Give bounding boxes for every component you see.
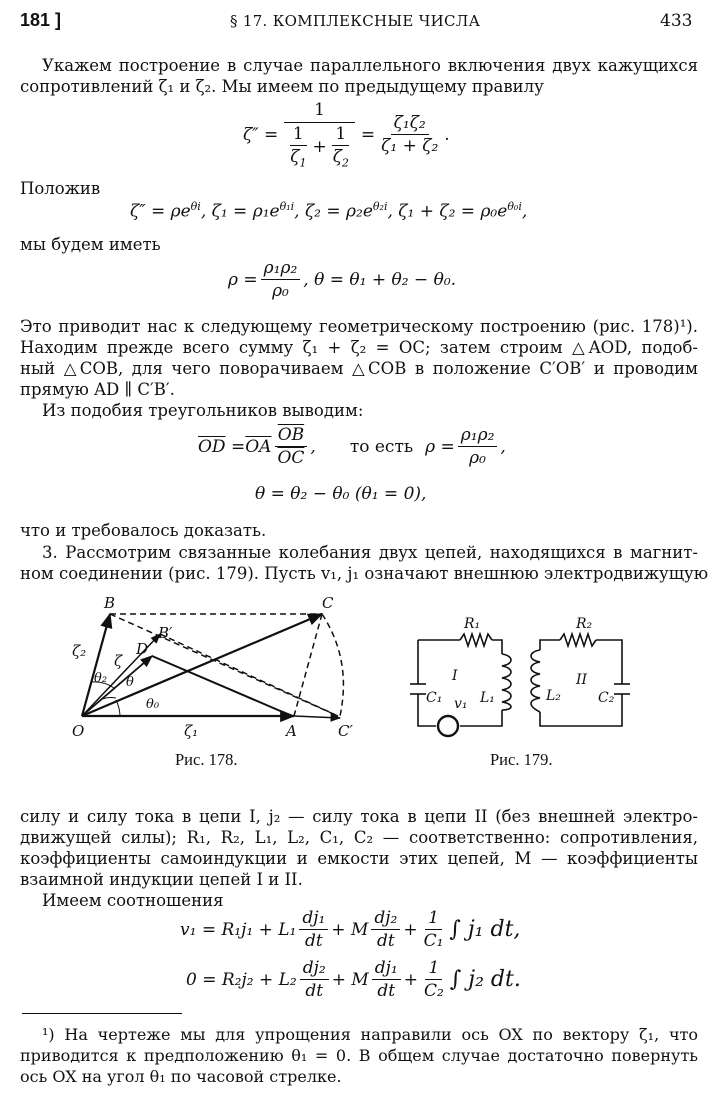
paragraph-line: Положив	[20, 179, 101, 198]
numerator: 1	[290, 124, 307, 146]
resistor-R2	[560, 634, 596, 646]
equals-sign: =	[360, 124, 376, 145]
equation-polar-forms: $\zeta'' = \rho e^{\theta i}$, $\zeta_1 = \rho_1e^{\theta_1i}$, $\zeta_2 = \rho_2e^{\theta_2i}$, $\zeta_1 + \zeta_2 = \rho_0e^{\theta_0i}$,	[130, 200, 528, 222]
product-fraction	[378, 113, 441, 156]
label-v1: v₁	[454, 696, 468, 712]
equation-zeta-double-prime	[243, 100, 450, 169]
numerator: 1	[425, 958, 442, 980]
paragraph-line: мы будем иметь	[20, 235, 161, 254]
inductor-L2	[531, 650, 540, 712]
label-C1: C₁	[426, 690, 443, 706]
equation-theta: θ = θ₂ − θ₀ (θ₁ = 0),	[255, 484, 427, 504]
denominator: ρ₀	[469, 448, 486, 468]
equation-circuit-I: v₁ = R₁j₁ + L₁ $\frac{\text{dj₁}}{dt}$ + M $\frac{\text{dj₂}}{dt}$ + $\frac{1}{\text{C₁}}$ ∫ j₁ dt,	[180, 908, 521, 951]
paragraph-line: прямую AD ∥ C′B′.	[20, 380, 175, 399]
label-C-prime: C′	[338, 722, 353, 740]
line-ad	[152, 656, 292, 716]
denominator: C₁	[423, 931, 444, 951]
numerator: dj₁	[372, 958, 401, 980]
footnote-line: приводится к предположению θ₁ = 0. В общем случае достаточно повернуть	[20, 1046, 698, 1065]
inductor-L1	[502, 654, 511, 710]
equation-circuit-II: 0 = R₂j₂ + L₂ $\frac{\text{dj₂}}{dt}$ + M $\frac{\text{dj₁}}{dt}$ + $\frac{1}{\text{C₂}}$ ∫ j₂ dt.	[186, 958, 521, 1001]
numerator: 1	[425, 908, 442, 930]
eq-lhs: ζ″ =	[243, 124, 279, 145]
paragraph-line: что и требовалось доказать.	[20, 521, 267, 540]
paragraph-line: движущей силы); R₁, R₂, L₁, L₂, C₁, C₂ — соответственно: сопротивления,	[20, 828, 698, 847]
paragraph-line: 3. Рассмотрим связанные колебания двух цепей, находящихся в магнит-	[42, 543, 698, 562]
label-theta: θ	[126, 675, 134, 690]
label-theta2: θ₂	[94, 671, 108, 686]
label-B: B	[104, 594, 116, 612]
numerator: ρ₁ρ₂	[458, 425, 498, 447]
denominator: ρ₀	[272, 281, 289, 301]
label-O: O	[72, 722, 85, 740]
period: .	[444, 124, 450, 145]
label-zeta2: ζ₂	[72, 642, 87, 660]
angle-arc-theta0	[116, 700, 120, 716]
line-oc-prime	[294, 716, 340, 718]
label-R2: R₂	[576, 616, 593, 632]
page-header-left: 181 ]	[20, 10, 62, 30]
plus-sign: +	[312, 136, 327, 157]
to-est-text: то есть	[349, 436, 414, 457]
paragraph-line: ном соединении (рис. 179). Пусть v₁, j₁ означают внешнюю электродвижущую	[20, 564, 709, 583]
denominator: ζ₁ + ζ₂	[381, 136, 439, 157]
resistor-R1	[460, 634, 492, 646]
circuit-I-wire	[418, 640, 502, 726]
paragraph-line: Из подобия треугольников выводим:	[42, 401, 364, 420]
numerator: dj₂	[371, 908, 400, 930]
label-I: I	[452, 668, 458, 684]
numerator: ζ₁ζ₂	[391, 113, 429, 135]
denominator	[281, 123, 358, 169]
numerator: ρ₁ρ₂	[261, 258, 301, 280]
paragraph-line: коэффициенты самоиндукции и емкости этих цепей, M — коэффициенты	[20, 849, 698, 868]
figure-178-diagram	[60, 590, 360, 750]
label-R1: R₁	[464, 616, 481, 632]
paragraph-line: Находим прежде всего сумму ζ₁ + ζ₂ = OC; затем строим △AOD, подоб-	[20, 338, 698, 357]
denominator: dt	[304, 931, 323, 951]
denominator: $\zeta_1$	[290, 147, 307, 170]
label-L2: L₂	[546, 688, 561, 704]
dashed-c-a	[294, 614, 322, 716]
footnote-divider	[22, 1013, 182, 1014]
label-theta0: θ₀	[146, 697, 160, 712]
label-II: II	[576, 672, 588, 688]
label-zeta1: ζ₁	[184, 722, 199, 740]
paragraph-line: Имеем соотношения	[42, 891, 224, 910]
label-C2: C₂	[598, 690, 615, 706]
denominator: dt	[305, 981, 324, 1001]
denominator: OC	[277, 448, 305, 468]
paragraph-line: сопротивлений ζ₁ и ζ₂. Мы имеем по предыдущему правилу	[20, 77, 544, 96]
equation-od-ratio: $\overline{OD}$ = $\overline{OA}$ $\frac{\overline{OB}}{OC}$ , то есть ρ = $\frac{\text{ρ₁ρ₂}}{\text{ρ₀}}$ ,	[198, 425, 506, 468]
paragraph-line: силу и силу тока в цепи I, j₂ — силу тока в цепи II (без внешней электро-	[20, 807, 698, 826]
paragraph-line: ный △COB, для чего поворачиваем △COB в положение C′OB′ и проводим	[20, 359, 698, 378]
figure-179-caption: Рис. 179.	[490, 750, 553, 769]
figure-179-circuit	[400, 610, 650, 750]
paragraph-line: взаимной индукции цепей I и II.	[20, 870, 303, 889]
section-title: § 17. КОМПЛЕКСНЫЕ ЧИСЛА	[230, 12, 481, 30]
denominator: dt	[376, 931, 395, 951]
numerator: dj₂	[300, 958, 329, 980]
label-D: D	[136, 640, 149, 658]
label-L1: L₁	[480, 690, 495, 706]
label-zeta: ζ	[114, 652, 123, 670]
label-C: C	[322, 594, 334, 612]
dashed-arc	[322, 614, 343, 716]
paragraph-line: Это приводит нас к следующему геометрическому построению (рис. 178)¹).	[20, 317, 698, 336]
numerator: 1	[284, 100, 355, 123]
denominator: dt	[377, 981, 396, 1001]
equation-rho-theta: ρ = $\frac{\text{ρ₁ρ₂}}{\text{ρ₀}}$ , θ = θ₁ + θ₂ − θ₀.	[228, 258, 457, 301]
paragraph-line: Укажем построение в случае параллельного включения двух кажущихся	[42, 56, 698, 75]
footnote-line: ¹) На чертеже мы для упрощения направили ось OX по вектору ζ₁, что	[42, 1025, 698, 1044]
source-v1-icon	[438, 716, 458, 736]
label-A: A	[286, 722, 297, 740]
numerator: dj₁	[299, 908, 328, 930]
figure-178-caption: Рис. 178.	[175, 750, 238, 769]
footnote-line: ось OX на угол θ₁ по часовой стрелке.	[20, 1067, 342, 1086]
dashed-bc-prime	[110, 614, 338, 716]
numerator: $\overline{OB}$	[275, 425, 307, 447]
page-number: 433	[660, 11, 693, 31]
big-fraction	[281, 100, 358, 169]
denominator: $\zeta_2$	[332, 147, 349, 170]
label-B-prime: B′	[158, 624, 173, 642]
numerator: 1	[332, 124, 349, 146]
denominator: C₂	[423, 981, 444, 1001]
